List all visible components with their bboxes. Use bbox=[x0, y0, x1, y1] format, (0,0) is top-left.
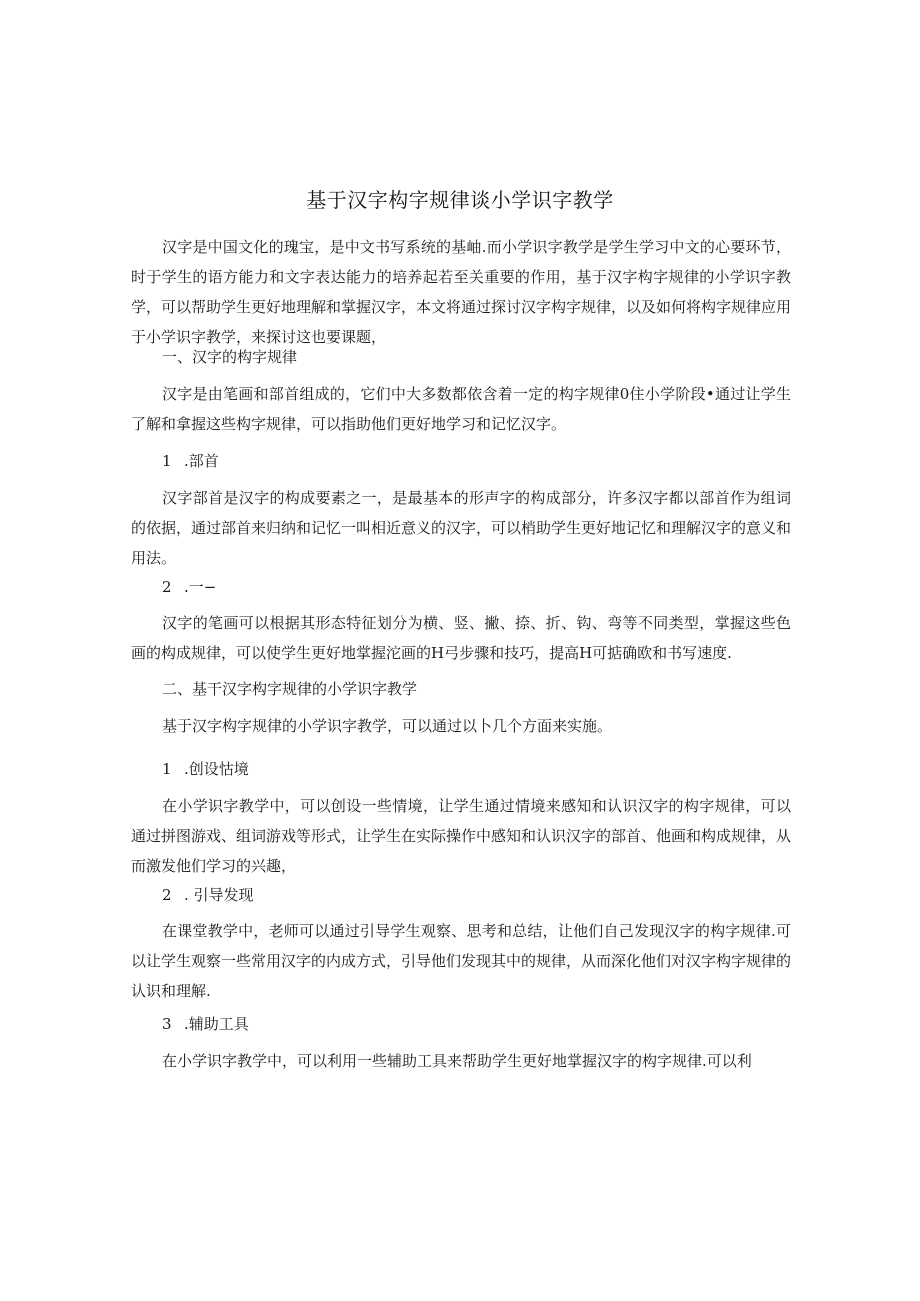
subsection-title: .辅助工具 bbox=[184, 1015, 249, 1033]
subsection-1-2-paragraph: 汉字的笔画可以根据其形态特征划分为横、竖、撇、捺、折、钩、弯等不同类型，掌握这些色画的构成规律，可以使学生更好地掌握沱画的H弓步骤和技巧，提高H可掂确欧和书写速度. bbox=[131, 614, 791, 662]
subsection-1-2-heading bbox=[162, 572, 762, 602]
subsection-1-1-paragraph: 汉字部首是汉字的构成要素之一，是最基本的形声字的构成部分，许多汉字都以部首作为组词的依据，通过部首来归纳和记忆一叫相近意义的汉字，可以梢助学生更好地记忆和理解汉字的意义和用法。 bbox=[131, 489, 792, 567]
subsection-number: 1 bbox=[162, 760, 172, 778]
section-2-paragraph: 基于汉字构字规律的小学识字教学，可以通过以卜几个方面来实施。 bbox=[162, 717, 613, 735]
subsection-2-3-heading bbox=[162, 1009, 762, 1039]
subsection-2-1-heading bbox=[162, 754, 762, 784]
subsection-number: 2 bbox=[162, 886, 172, 904]
subsection-title: .创设怙境 bbox=[184, 760, 249, 778]
document-title: 基于汉字构字规律谈小学识字教学 bbox=[306, 188, 614, 212]
subsection-2-3-paragraph: 在小学识字教学中，可以利用一些辅助工具来帮助学生更好地掌握汉字的构字规律.可以利 bbox=[162, 1052, 752, 1070]
section-2-heading: 二、基干汉字构字规律的小学识字教学 bbox=[162, 680, 418, 698]
subsection-title: .一− bbox=[184, 578, 217, 596]
subsection-2-1-paragraph: 在小学识字教学中，可以创设一些情境，让学生通过情境来感知和认识汉字的构字规律，可以通过拼图游戏、组词游戏等形式，让学生在实际操作中感知和认识汉字的部首、他画和构成规律，从而激发他们学习的兴趣， bbox=[131, 797, 792, 875]
subsection-1-1-heading bbox=[162, 446, 762, 476]
subsection-2-2-paragraph: 在课堂教学中，老师可以通过引导学生观察、思考和总结，让他们自己发现汉字的构字规律.可以让学生观察一些常用汉字的内成方式，引导他们发现其中的规律，从而深化他们对汉字构字规律的认识和理解. bbox=[131, 922, 792, 1000]
subsection-title: . 引导发现 bbox=[184, 886, 254, 904]
subsection-number: 1 bbox=[162, 452, 172, 470]
subsection-title: .部首 bbox=[184, 452, 219, 470]
subsection-number: 2 bbox=[162, 578, 172, 596]
section-1-paragraph: 汉字是由笔画和部首组成的，它们中大多数都依含着一定的构字规律0住小学阶段•通过让学生了解和拿握这些构字规律，可以指助他们更好地学习和记忆汉字。 bbox=[131, 385, 791, 433]
subsection-2-2-heading bbox=[162, 880, 762, 910]
intro-paragraph: 汉字是中国文化的瑰宝，是中文书写系统的基岫.而小学识字教学是学生学习中文的心要环节，时于学生的语方能力和文字表达能力的培养起若至关重要的作用，基于汉字构字规律的小学识字教学，可以帮助学生更好地理解和掌握汉字，本文将通过探讨汉字构字规律，以及如何将构字规律应用于小学识字教学，来探讨这也要课题， bbox=[131, 238, 792, 346]
subsection-number: 3 bbox=[162, 1015, 172, 1033]
section-1-heading: 一、汉字的构字规律 bbox=[162, 348, 298, 366]
